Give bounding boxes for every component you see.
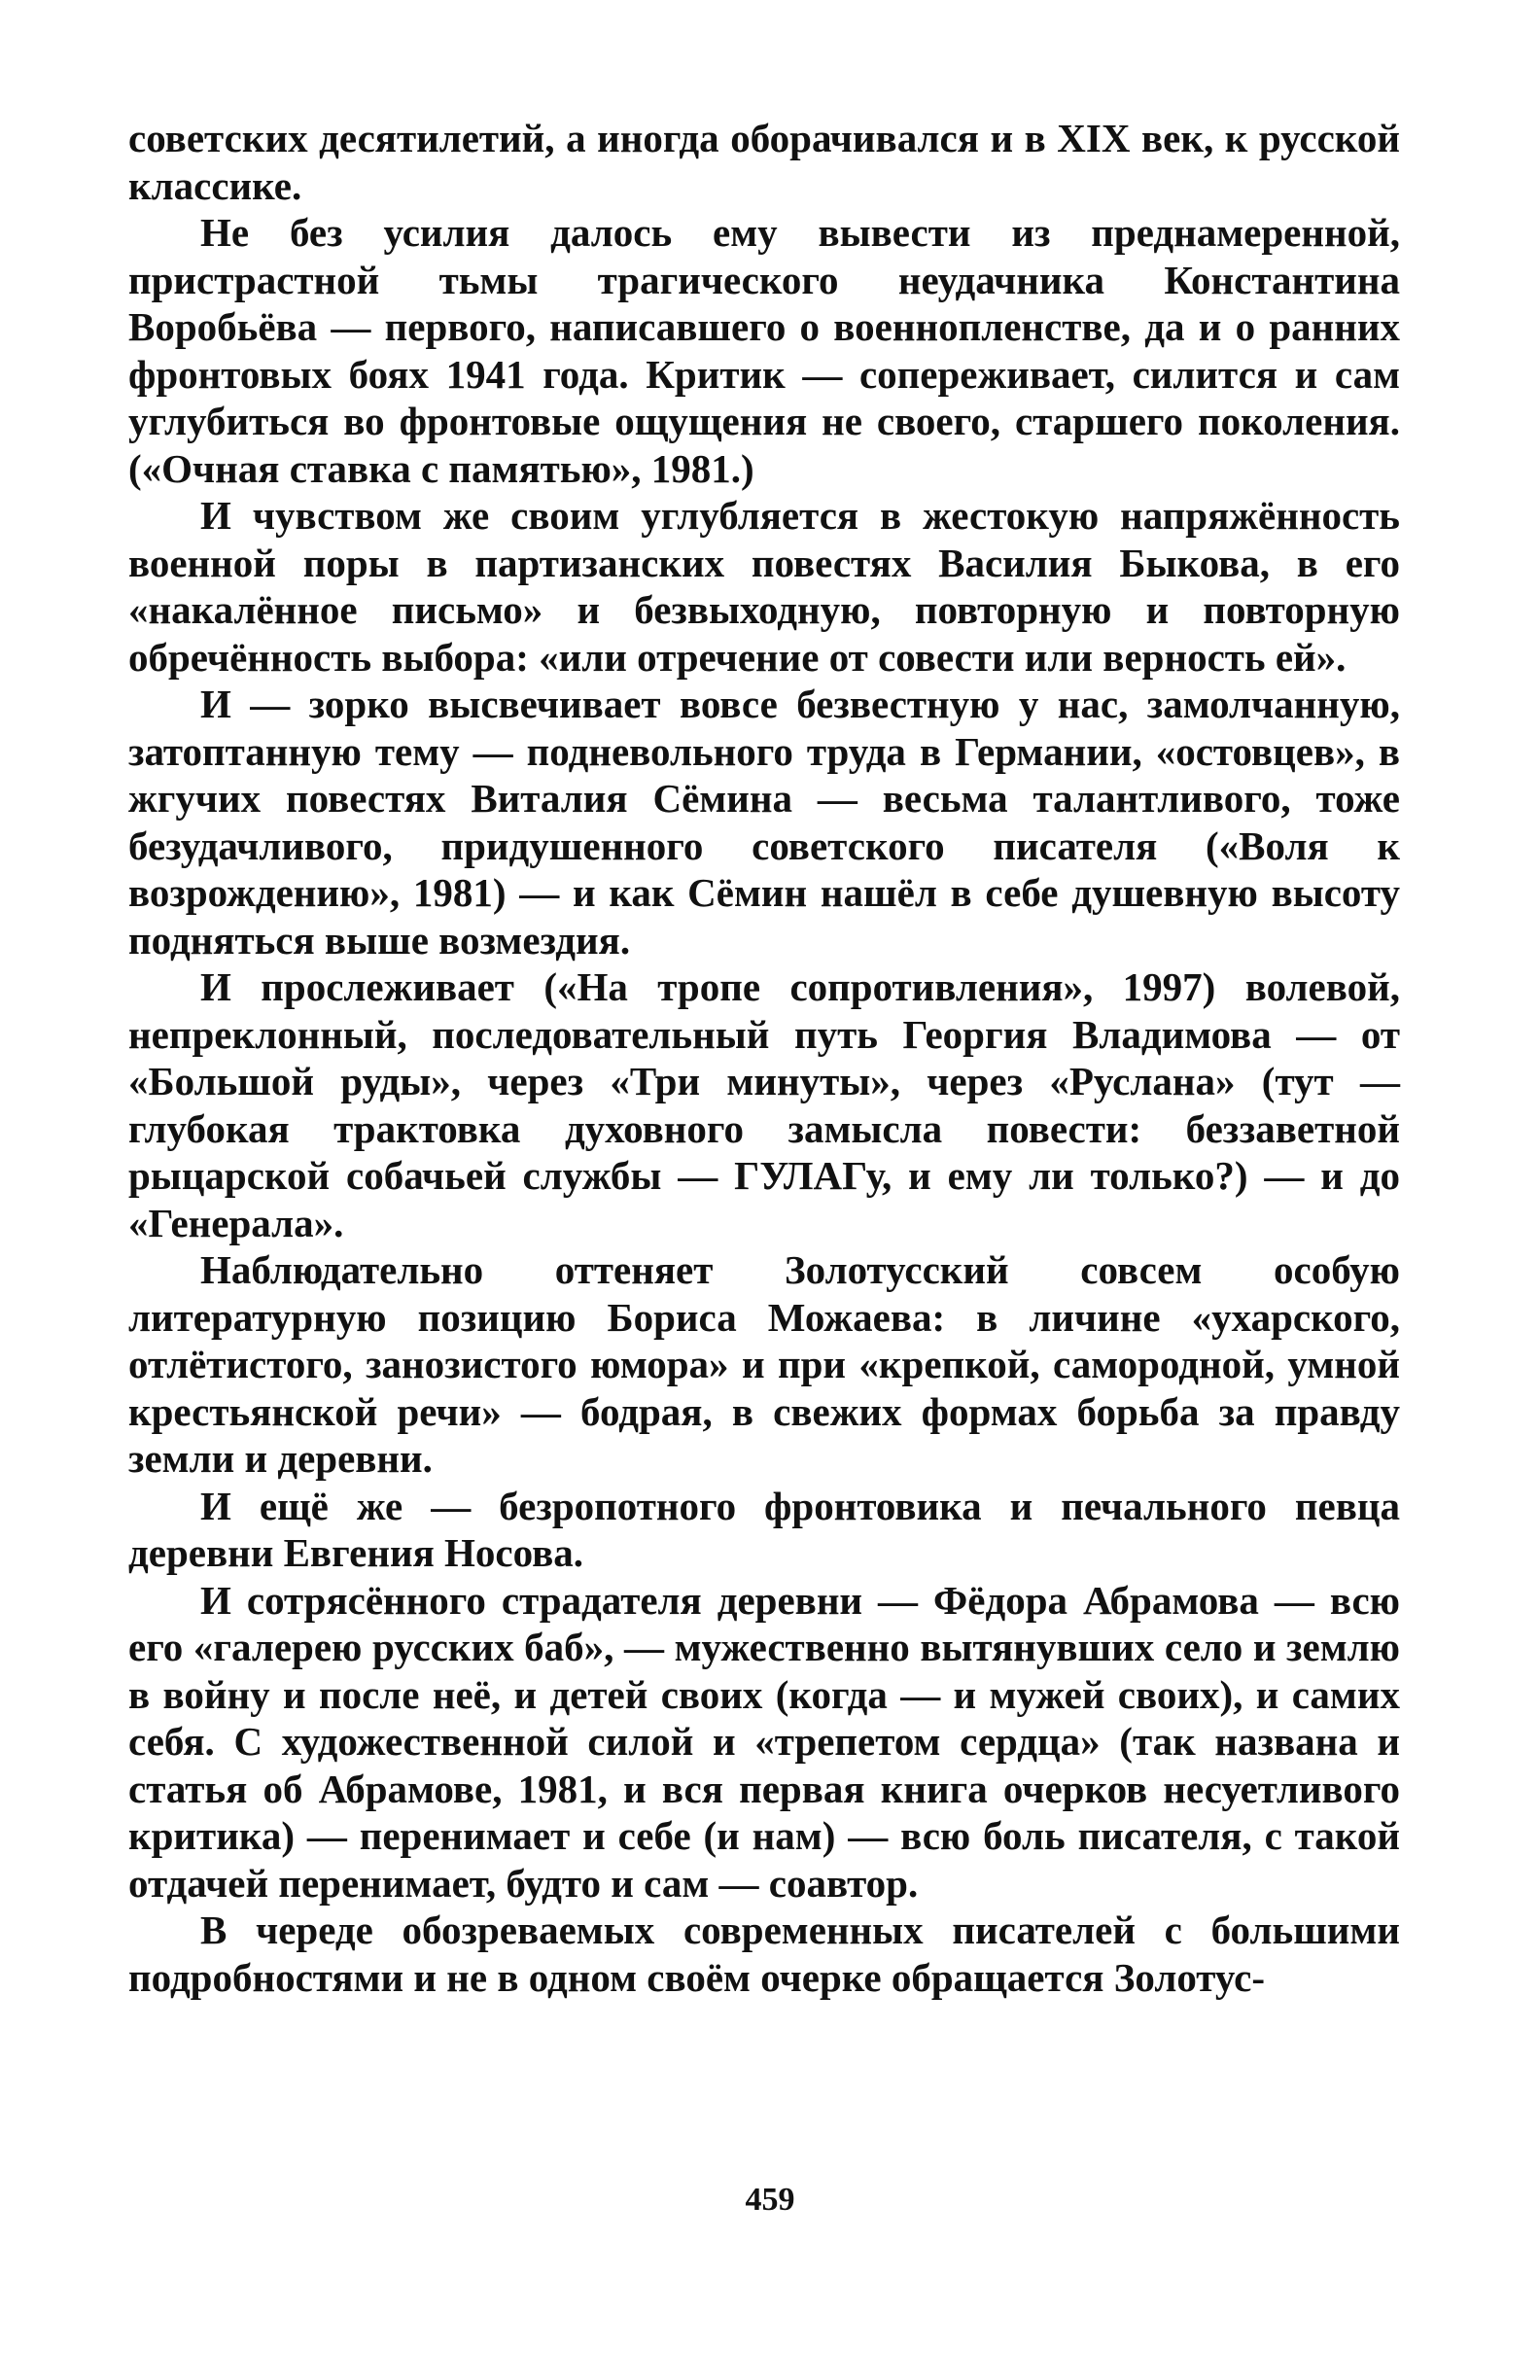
page-number: 459: [745, 2182, 795, 2218]
paragraph-1: советских десятилетий, а иногда оборачивался и в XIX век, к русской классике.: [128, 116, 1400, 208]
paragraph-3: И чувством же своим углубляется в жестокую напряжённость военной поры в партизанских повестях Василия Быкова, в его «накалённое письмо» и безвыходную, повторную и повторную обречённость выбора: «или отречение от совести или верность ей».: [128, 493, 1400, 680]
page-text-block: [128, 115, 1400, 2254]
paragraph-6: Наблюдательно оттеняет Золотусский совсем особую литературную позицию Бориса Можаева: в личине «ухарского, отлётистого, занозистого юмора» и при «крепкой, самородной, умной крестьянской речи» — бодрая, в свежих формах борьба за правду земли и деревни.: [128, 1247, 1400, 1481]
paragraph-8: И сотрясённого страдателя деревни — Фёдора Абрамова — всю его «галерею русских баб», — мужественно вытянувших село и землю в войну и после неё, и детей своих (когда — и мужей своих), и самих себя. С художественной силой и «трепетом сердца» (так названа и статья об Абрамове, 1981, и вся первая книга очерков несуетливого критика) — перенимает и себе (и нам) — всю боль писателя, с такой отдачей перенимает, будто и сам — соавтор.: [128, 1577, 1400, 1906]
paragraph-9: В череде обозреваемых современных писателей с большими подробностями и не в одном своём очерке обращается Золотус-: [128, 1908, 1400, 2000]
paragraph-5: И прослеживает («На тропе сопротивления», 1997) волевой, непреклонный, последовательный путь Георгия Владимова — от «Большой руды», через «Три минуты», через «Руслана» (тут — глубокая трактовка духовного замысла повести: беззаветной рыцарской собачьей службы — ГУЛАГу, и ему ли только?) — и до «Генерала».: [128, 964, 1400, 1245]
paragraph-2: Не без усилия далось ему вывести из преднамеренной, пристрастной тьмы трагического неудачника Константина Воробьёва — первого, написавшего о военнопленстве, да и о ранних фронтовых боях 1941 года. Критик — сопереживает, силится и сам углубиться во фронтовые ощущения не своего, старшего поколения. («Очная ставка с памятью», 1981.): [128, 210, 1400, 491]
paragraph-4: И — зорко высвечивает вовсе безвестную у нас, замолчанную, затоптанную тему — подневольного труда в Германии, «остовцев», в жгучих повестях Виталия Сёмина — весьма талантливого, тоже безудачливого, придушенного советского писателя («Воля к возрождению», 1981) — и как Сёмин нашёл в себе душевную высоту подняться выше возмездия.: [128, 682, 1400, 962]
paragraph-7: И ещё же — безропотного фронтовика и печального певца деревни Евгения Носова.: [128, 1483, 1400, 1575]
